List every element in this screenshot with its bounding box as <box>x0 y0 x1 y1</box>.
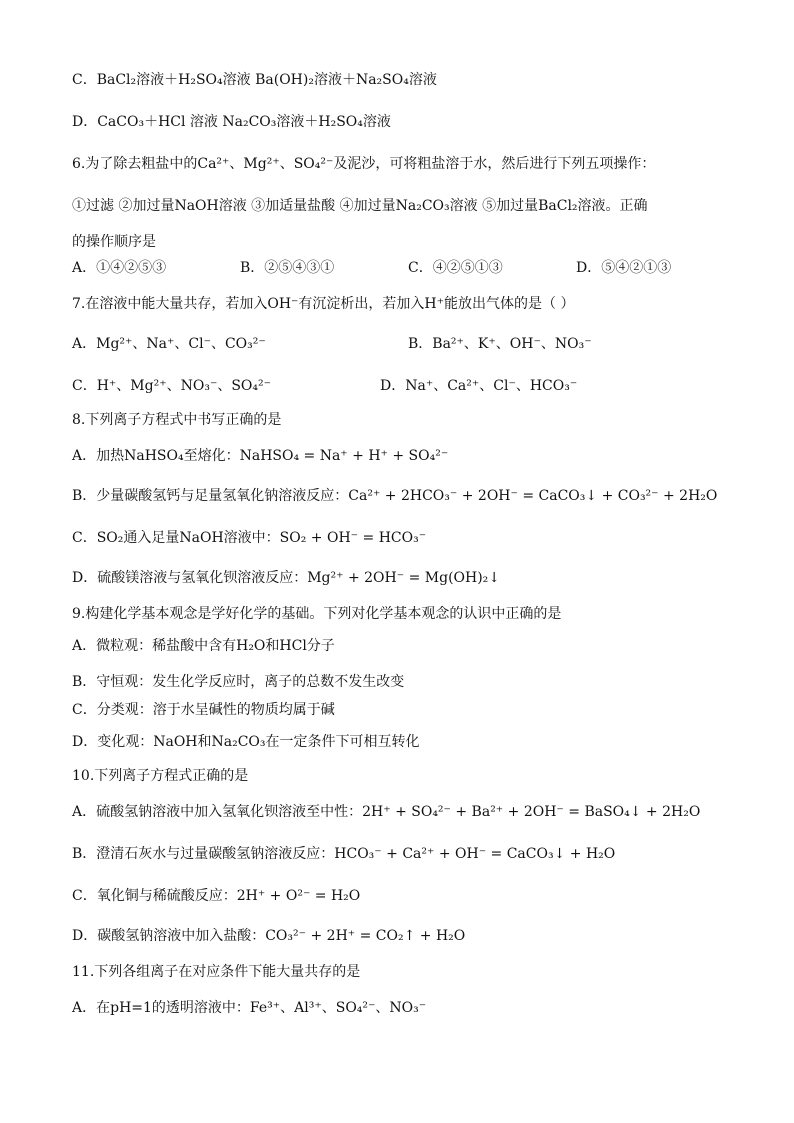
question-10: 10.下列离子方程式正确的是 <box>72 768 249 784</box>
option-a: A．在pH=1的透明溶液中：Fe³⁺、Al³⁺、SO₄²⁻、NO₃⁻ <box>72 1000 427 1016</box>
option-a: A．①④②⑤③ <box>72 260 167 276</box>
question-11: 11.下列各组离子在对应条件下能大量共存的是 <box>72 964 361 980</box>
option-d: D．碳酸氢钠溶液中加入盐酸：CO₃²⁻ + 2H⁺ = CO₂↑ + H₂O <box>72 928 466 944</box>
question-6-steps: ①过滤 ②加过量NaOH溶液 ③加适量盐酸 ④加过量Na₂CO₃溶液 ⑤加过量BaCl₂溶液。正确 <box>72 198 648 214</box>
option-c: C．分类观：溶于水呈碱性的物质均属于碱 <box>72 702 335 718</box>
option-a: A．Mg²⁺、Na⁺、Cl⁻、CO₃²⁻ <box>72 336 266 352</box>
option-a: A．加热NaHSO₄至熔化：NaHSO₄ = Na⁺ + H⁺ + SO₄²⁻ <box>72 448 449 464</box>
option-c: C．④②⑤①③ <box>408 260 503 276</box>
option-c: C．氧化铜与稀硫酸反应：2H⁺ + O²⁻ = H₂O <box>72 888 361 904</box>
option-b: B．澄清石灰水与过量碳酸氢钠溶液反应：HCO₃⁻ + Ca²⁺ + OH⁻ = CaCO₃↓ + H₂O <box>72 846 616 862</box>
option-b: B．守恒观：发生化学反应时，离子的总数不发生改变 <box>72 674 405 690</box>
question-6-continued: 的操作顺序是 <box>72 234 156 250</box>
option-line: C．BaCl₂溶液＋H₂SO₄溶液 Ba(OH)₂溶液＋Na₂SO₄溶液 <box>72 72 437 88</box>
question-7: 7.在溶液中能大量共存，若加入OH⁻有沉淀析出，若加入H⁺能放出气体的是（ ） <box>72 296 575 312</box>
option-b: B．Ba²⁺、K⁺、OH⁻、NO₃⁻ <box>408 336 592 352</box>
option-b: B．少量碳酸氢钙与足量氢氧化钠溶液反应：Ca²⁺ + 2HCO₃⁻ + 2OH⁻ = CaCO₃↓ + CO₃²⁻ + 2H₂O <box>72 488 718 504</box>
option-c: C．SO₂通入足量NaOH溶液中：SO₂ + OH⁻ = HCO₃⁻ <box>72 530 427 546</box>
option-line: D．CaCO₃＋HCl 溶液 Na₂CO₃溶液＋H₂SO₄溶液 <box>72 114 391 130</box>
option-a: A．硫酸氢钠溶液中加入氢氧化钡溶液至中性：2H⁺ + SO₄²⁻ + Ba²⁺ + 2OH⁻ = BaSO₄↓ + 2H₂O <box>72 804 701 820</box>
option-b: B．②⑤④③① <box>240 260 335 276</box>
question-9: 9.构建化学基本观念是学好化学的基础。下列对化学基本观念的认识中正确的是 <box>72 606 562 622</box>
option-a: A．微粒观：稀盐酸中含有H₂O和HCl分子 <box>72 638 335 654</box>
option-d: D．变化观：NaOH和Na₂CO₃在一定条件下可相互转化 <box>72 734 420 750</box>
question-6: 6.为了除去粗盐中的Ca²⁺、Mg²⁺、SO₄²⁻及泥沙，可将粗盐溶于水，然后进行下列五项操作： <box>72 156 656 172</box>
option-c: C．H⁺、Mg²⁺、NO₃⁻、SO₄²⁻ <box>72 378 272 394</box>
question-8: 8.下列离子方程式中书写正确的是 <box>72 412 282 428</box>
option-d: D．⑤④②①③ <box>576 260 672 276</box>
option-d: D．Na⁺、Ca²⁺、Cl⁻、HCO₃⁻ <box>380 378 578 394</box>
option-d: D．硫酸镁溶液与氢氧化钡溶液反应：Mg²⁺ + 2OH⁻ = Mg(OH)₂↓ <box>72 570 501 586</box>
